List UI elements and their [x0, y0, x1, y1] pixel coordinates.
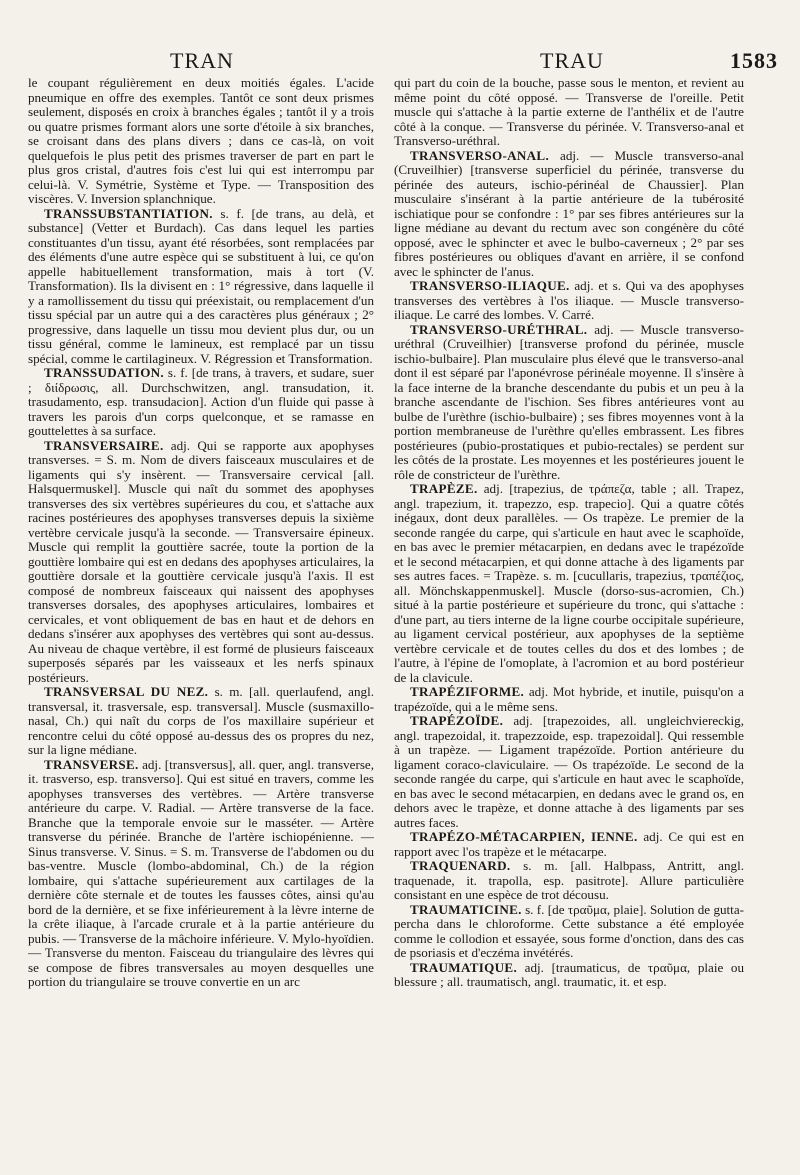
entry-text: adj. [trapezius, de τράπεζα, table ; all. Trapez, angl. trapezium, it. trapezzo, esp. trapecio]. Qui a quatre côtés inégaux, dont deux parallèles. — Os trapèze. Le premier de la seconde rangée du carpe, qui s'articule en haut avec le scaphoïde, en bas avec le premier métacarpien, en dedans avec le trapézoïde et le second métacarpien, et qui donne attache à des ligaments par ses autres faces. = Trapèze. s. m. [cucullaris, trapezius, τραπέζιος, all. Mönchskappenmuskel]. Muscle (dorso-sus-acromien, Ch.) situé à la partie postérieure et supérieure du tronc, qui s'attache : d'une part, au tiers interne de la ligne courbe occipitale supérieure, au ligament cervical postérieur, aux apophyses de la septième vertèbre cervicale et de toutes celles du dos et des lombes ; de l'autre, à l'épine de l'omoplate, à l'acromion et au bord postérieur de la clavicule.	[394, 481, 744, 685]
entry-headword: TRANSVERSAL DU NEZ.	[44, 684, 209, 699]
right-running-title: TRAU	[540, 48, 604, 73]
entry-text: s. m. [all. Halbpass, Antritt, angl. traquenade, it. trapolla, esp. pasitrote]. Allure particulière consistant en une espèce de trot décousu.	[394, 858, 744, 902]
left-column	[28, 76, 374, 1166]
entry-headword: TRAPÉZOÏDE.	[410, 713, 504, 728]
dictionary-entry	[394, 482, 744, 685]
dictionary-entry	[394, 149, 744, 280]
entry-text: adj. Qui se rapporte aux apophyses transverses. = S. m. Nom de divers faisceaux musculaires et de ligaments qui s'y insèrent. — Transversaire cervical [all. Halsquermuskel]. Muscle qui naît du sommet des apophyses transverses des six vertèbres supérieures du cou, et s'attache aux racines postérieures des apophyses transverses depuis la sixième vertèbre cervicale jusqu'à la seconde. — Transversaire épineux. Muscle qui remplit la gouttière sacrée, toute la portion de la gouttière lombaire qui est en dedans des apophyses articulaires, la gouttière dorsale et la gouttière cervicale jusqu'à l'axis. Il est composé de nombreux faisceaux qui naissent des apophyses transverses dorsales, des apophyses articulaires, lombaires et cervicales, et vont obliquement de bas en haut et de dehors en dedans s'insérer aux apophyses des vertèbres qui sont au-dessus. Au niveau de chaque vertèbre, il est formé de plusieurs faisceaux superposés séparés par les vaisseaux et les nerfs spinaux postérieurs.	[28, 437, 374, 685]
entry-text: adj. — Muscle transverso-uréthral (Cruveilhier) [transverse profond du périnée, muscle ischio-bulbaire]. Plan musculaire plus élevé que le transverso-anal dont il est séparé par l'aponévrose périnéale moyenne. Il s'insère à la face interne de la branche descendante du pubis et un peu à la branche ascendante de l'ischion. Ses fibres antérieures vont au bulbe de l'urèthre (ischio-bulbaire) ; ses fibres moyennes vont à la portion membraneuse de l'urèthre qu'elles embrassent. Les fibres postérieures (pubio-prostatiques et pubio-rectales) se perdent sur les côtés de la prostate. Les moyennes et les postérieures jouent le rôle de constricteur de l'urèthre.	[394, 321, 744, 482]
entry-headword: TRANSVERSO-URÉTHRAL.	[410, 321, 588, 337]
entry-text: adj. [traumaticus, de τραῦμα, plaie ou blessure ; all. traumatisch, angl. traumatic, it. et esp.	[394, 959, 744, 989]
page-number: 1583	[730, 48, 778, 73]
dictionary-entry	[28, 439, 374, 686]
entry-headword: TRANSSUDATION.	[44, 365, 165, 380]
entry-text: adj. Mot hybride, et inutile, puisqu'on a trapézoïde, qui a le même sens.	[394, 684, 744, 714]
entry-text: adj. Ce qui est en rapport avec l'os trapèze et le métacarpe.	[394, 829, 744, 859]
dictionary-entry	[394, 714, 744, 830]
entry-headword: TRAPÉZO-MÉTACARPIEN, IENNE.	[410, 829, 638, 844]
entry-text: s. m. [all. querlaufend, angl. transversal, it. trasversale, esp. transversal]. Muscle (susmaxillo-nasal, Ch.) qui naît du corps de l'os maxillaire supérieur et rencontre celui du côté opposé au-dessus des os propres du nez, sur la ligne médiane.	[28, 684, 374, 757]
dictionary-entry	[394, 903, 744, 961]
running-head	[0, 48, 800, 76]
dictionary-entry	[394, 859, 744, 903]
entry-text: le coupant régulièrement en deux moitiés égales. L'acide pneumique en offre des exemples. Tantôt ce sont deux prismes seulement, disposés en croix à branches égales ; tantôt il y a trois ou quatre prismes formant alors une sorte d'étoile à six branches, se croisant dans des plans divers ; dans ce cas-là, on voit quelquefois le plus petit des prismes traverser de part en part le plus gros cristal, d'autres fois c'est lui qui est interrompu par celui-là. V. Symétrie, Système et Type. — Transposition des viscères. V. Inversion splanchnique.	[28, 76, 374, 206]
entry-headword: TRANSVERSO-ANAL.	[410, 147, 550, 163]
dictionary-entry	[394, 961, 744, 990]
dictionary-entry	[394, 76, 744, 149]
dictionary-entry	[394, 830, 744, 859]
entry-headword: TRAPÉZIFORME.	[410, 684, 525, 699]
entry-headword: TRAPÈZE.	[410, 481, 478, 496]
dictionary-entry	[28, 76, 374, 207]
dictionary-entry	[28, 758, 374, 990]
dictionary-entry	[394, 279, 744, 323]
left-running-title: TRAN	[170, 48, 234, 73]
entry-headword: TRANSVERSAIRE.	[44, 437, 164, 453]
entry-headword: TRAUMATIQUE.	[410, 959, 518, 975]
entry-headword: TRAUMATICINE.	[410, 901, 522, 917]
entry-text: adj. [trapezoides, all. ungleichviereckig, angl. trapezoidal, it. trapezzoide, esp. trapezoidal]. Qui ressemble à un trapèze. — Ligament trapézoïde. Portion antérieure du ligament coraco-claviculaire. — Os trapézoïde. Le second de la seconde rangée du carpe, qui s'articule en haut avec le scaphoïde, en bas avec le second métacarpien, en dedans avec le grand os, en dehors avec le trapèze, et donne attache à des ligaments par ses autres faces.	[394, 713, 744, 830]
right-column	[394, 76, 744, 1166]
dictionary-entry	[28, 207, 374, 367]
entry-text: s. f. [de trans, au delà, et substance] (Vetter et Burdach). Cas dans lequel les parties constituantes d'un tissu, ayant été résorbées, sont remplacées par des éléments d'une autre espèce qui se substituent à lui, ce qu'on appelle habituellement transformation, mais à tort (V. Transformation). Ils la divisent en : 1° régressive, dans laquelle il y a ramollissement du tissu qui préexistait, ou remplacement d'un tissu spécial par un autre qui a des caractères plus généraux ; 2° progressive, dans laquelle un tissu mou devient plus dur, ou un tissu général, comme le lamineux, est remplacé par un tissu spécial, comme le cartilagineux. V. Régression et Transformation.	[28, 205, 374, 366]
entry-text: adj. et s. Qui va des apophyses transverses des vertèbres à l'os iliaque. — Muscle transverso-iliaque. Le carré des lombes. V. Carré.	[394, 278, 744, 322]
entry-headword: TRANSSUBSTANTIATION.	[44, 205, 213, 221]
dictionary-entry	[28, 685, 374, 758]
dictionary-entry	[394, 685, 744, 714]
entry-text: adj. [transversus], all. quer, angl. transverse, it. trasverso, esp. transverso]. Qui est situé en travers, comme les apophyses transverses des vertèbres. — Artère transverse antérieure du carpe. V. Radial. — Artère transverse de la face. Branche que la temporale envoie sur le masséter. — Artère transverse du périnée. Branche de l'artère ischiopénienne. — Sinus transverse. V. Sinus. = S. m. Transverse de l'abdomen ou du bas-ventre. Muscle (lombo-abdominal, Ch.) de la région lombaire, qui s'attache supérieurement aux cartilages de la dernière côte sternale et de toutes les fausses côtes, ainsi qu'au bord de la dernière, et se fixe inférieurement à la lèvre interne de la crête iliaque, à l'arcade crurale et à la partie antérieure du pubis. — Transverse de la mâchoire inférieure. V. Mylo-hyoïdien. — Transverse du menton. Faisceau du triangulaire des lèvres qui se compose de fibres transversales au moyen desquelles une portion du triangulaire se trouve convertie en un arc	[28, 756, 374, 989]
entry-text: adj. — Muscle transverso-anal (Cruveilhier) [transverse superficiel du périnée, transverse du périnée des auteurs, ischio-périnéal de Chaussier]. Plan musculaire s'insérant à la partie antérieure de la tubérosité ischiatique pour se confondre : 1° par ses fibres antérieures sur la ligne médiane au devant du rectum avec son congénère du côté opposé, avec le sphincter et avec le bulbo-caverneux ; 2° par ses fibres postérieures ou obliques d'avant en arrière, il se confond avec le sphincter de l'anus.	[394, 147, 744, 279]
dictionary-entry	[28, 366, 374, 439]
entry-text: qui part du coin de la bouche, passe sous le menton, et revient au même point du côté opposé. — Transverse de l'oreille. Petit muscle qui s'attache à la partie externe de l'anthélix et de l'autre côté à la conque. — Transverse du périnée. V. Transverso-anal et Transverso-uréthral.	[394, 76, 744, 148]
entry-headword: TRAQUENARD.	[410, 858, 511, 873]
dictionary-entry	[394, 323, 744, 483]
entry-text: s. f. [de trans, à travers, et sudare, suer ; διίδρωσις, all. Durchschwitzen, angl. transudation, it. trasudamento, esp. transudacion]. Action d'un fluide qui passe à travers les parois d'un corps quelconque, et se ramasse en gouttelettes à sa surface.	[28, 365, 374, 438]
entry-text: s. f. [de τραῦμα, plaie]. Solution de gutta-percha dans le chloroforme. Cette substance a été employée comme le collodion et essayée, sous forme d'onction, dans des cas de psoriasis et d'eczéma invétérés.	[394, 901, 744, 960]
entry-headword: TRANSVERSE.	[44, 756, 139, 772]
entry-headword: TRANSVERSO-ILIAQUE.	[410, 278, 570, 293]
